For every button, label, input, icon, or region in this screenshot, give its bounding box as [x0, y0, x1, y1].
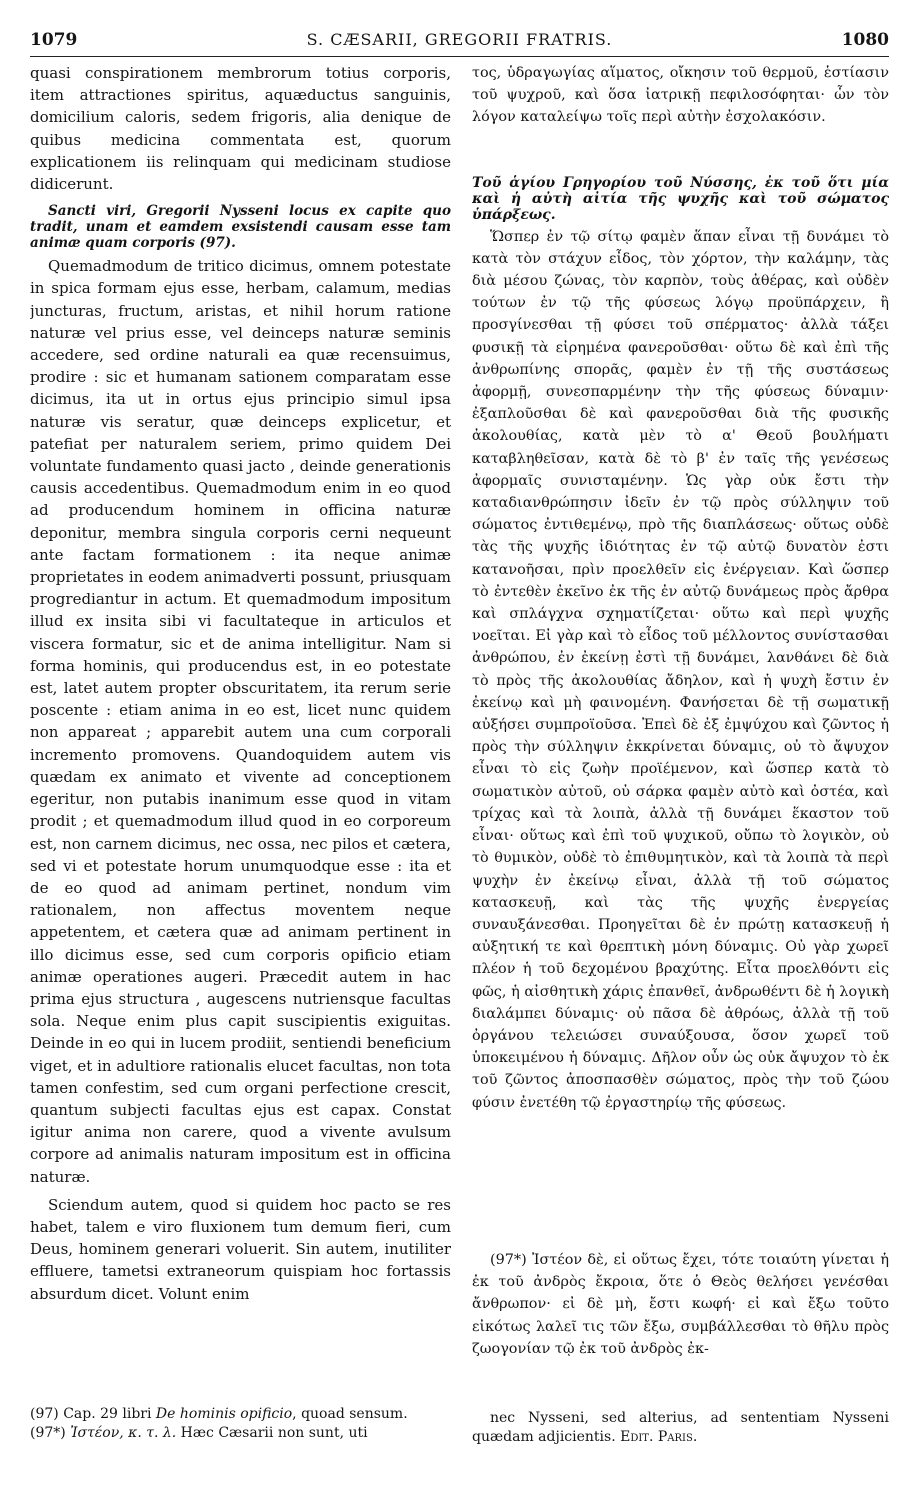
greek-footnote	[472, 1409, 889, 1447]
greek-paragraph-3: (97*) Ἰστέον δὲ, εἰ οὕτως ἔχει, τότε τοιαύτη γίνεται ἡ ἐκ τοῦ ἀνδρὸς ἔκροια, ὅτε ὁ Θεὸς θελήσει γενέσθαι ἄνθρωπον· εἰ δὲ μὴ, ἔστι κωφή· εἰ καὶ ἔξω τοῦτο εἰκότως λαλεῖ τις τῶν ἔξω, συμβάλλεσθαι τὸ θῆλυ πρὸς ζωογονίαν τῷ ἐκ τοῦ ἀνδρὸς ἐκ-	[472, 1252, 889, 1357]
running-title: S. CÆSARII, GREGORII FRATRIS.	[306, 30, 613, 49]
greek-paragraph-1: τος, ὑδραγωγίας αἵματος, οἴκησιν τοῦ θερμοῦ, ἑστίασιν τοῦ ψυχροῦ, καὶ ὅσα ἰατρικῇ πεφιλοσόφηται· ὧν τὸν λόγον καταλείψω τοῖς περὶ αὐτὴν ἐσχολακόσιν.	[472, 65, 889, 126]
latin-column	[30, 62, 451, 1392]
footnote-continuation: nec Nysseni, sed alterius, ad sententiam Nysseni quædam adjicientis. Edit. Paris.	[472, 1410, 889, 1445]
greek-section-heading: Τοῦ ἁγίου Γρηγορίου τοῦ Νύσσης, ἐκ τοῦ ὅτι μία καὶ ἡ αὐτὴ αἰτία τῆς ψυχῆς καὶ τοῦ σώματος ὑπάρξεως.	[472, 174, 889, 223]
footnote-97: (97) Cap. 29 libri De hominis opificio, quoad sensum.	[30, 1406, 408, 1422]
footnote-97-star: (97*) Ἰστέον, κ. τ. λ. Hæc Cæsarii non sunt, uti	[30, 1425, 368, 1441]
greek-column	[472, 62, 889, 1242]
right-page-number: 1080	[841, 30, 889, 50]
latin-section-heading: Sancti viri, Gregorii Nysseni locus ex capite quo tradit, unam et eamdem exsistendi causam esse tam animæ quam corporis (97).	[30, 203, 451, 252]
latin-footnotes	[30, 1405, 451, 1443]
greek-note-block	[472, 1249, 889, 1360]
latin-paragraph-3: Sciendum autem, quod si quidem hoc pacto se res habet, talem e viro fluxionem tum demum fieri, cum Deus, hominem generari voluerit. Sin autem, inutiliter effluere, tametsi extraneorum quispiam hoc fortassis absurdum dicet. Volunt enim	[30, 1195, 451, 1303]
latin-paragraph-1: quasi conspirationem membrorum totius corporis, item attractiones spiritus, aquæductus sanguinis, domicilium caloris, sedem frigoris, alia denique de quibus medicina commentata est, quorum explicationem iis relinquam qui medicinam studiose didicerunt.	[30, 64, 451, 194]
latin-paragraph-2: Quemadmodum de tritico dicimus, omnem potestate in spica formam ejus esse, herbam, calamum, medias juncturas, fructum, aristas, et nihil horum ratione naturæ vel prius esse, vel deinceps naturæ seminis accedere, sed ordine naturali ea quæ recensuimus, prodire : sic et humanam sationem comparatam esse dicimus, ita ut in ortus ejus principio simul ipsa naturæ vis seratur, quæ deinceps explicetur, et patefiat per naturalem seriem, primo quidem Dei voluntate fundamento quasi jacto , deinde generationis causis accedentibus. Quemadmodum enim in eo quod ad producendum hominem in officina naturæ deponitur, membra singula corporis cerni nequeunt ante factam formationem : ita neque animæ proprietates in eodem animadverti possunt, priusquam progrediantur in actum. Et quemadmodum impositum illud ex insita sibi vi facultateque in articulos et viscera formatur, sic et de anima intelligitur. Nam si forma hominis, qui producendus est, in eo potestate est, latet autem propter obscuritatem, ita rerum serie poscente : etiam anima in eo est, licet nunc quidem non appareat ; apparebit autem una cum corporali incremento promovens. Quandoquidem autem vis quædam ex animato et vivente ad conceptionem egeritur, non putabis inanimum esse quod in vitam prodit ; et quemadmodum illud quod in eo corporeum est, non carnem dicimus, nec ossa, nec pilos et cætera, sed vi et potestate horum unumquodque esse : ita et de eo quod ad animam pertinet, nondum vim rationalem, non affectus moventem neque appetentem, et cætera quæ ad animam pertinent in illo dicimus esse, sed cum corporis opificio etiam animæ operationes augeri. Præcedit autem in hac prima ejus structura , augescens nutriensque facultas sola. Neque enim plus capit suscipientis exiguitas. Deinde in eo qui in lucem prodiit, sentiendi beneficium viget, et in adultiore rationalis elucet facultas, non tota tamen confestim, sed cum organi perfectione crescit, quantum subjecti facultas ejus est capax. Constat igitur anima non carere, quod a vivente avulsum corpore ad animalis naturam impositum est in officina naturæ.	[30, 257, 451, 1186]
running-header	[30, 30, 889, 57]
greek-paragraph-2: Ὥσπερ ἐν τῷ σίτῳ φαμὲν ἅπαν εἶναι τῇ δυνάμει τὸ κατὰ τὸν στάχυν εἶδος, τὸν χόρτον, τὴν καλάμην, τὰς διὰ μέσου ζώνας, τὸν καρπὸν, τοὺς ἀθέρας, καὶ οὐδὲν τούτων ἐν τῷ τῆς φύσεως λόγῳ προϋπάρχειν, ἢ προσγίνεσθαι τῇ φύσει τοῦ σπέρματος· ἀλλὰ τάξει φυσικῇ τὰ εἰρημένα φανεροῦσθαι· οὕτω δὲ καὶ ἐπὶ τῆς ἀνθρωπίνης σπορᾶς, φαμὲν ἐν τῇ τῆς συστάσεως ἀφορμῇ, συνεσπαρμένην τὴν τῆς φύσεως δύναμιν· ἐξαπλοῦσθαι δὲ καὶ φανεροῦσθαι διὰ τῆς φυσικῆς ἀκολουθίας, κατὰ μὲν τὸ α' Θεοῦ βουλήματι καταβληθεῖσαν, κατὰ δὲ τὸ β' ἐν ταῖς τῆς γενέσεως ἀφορμαῖς συνισταμένην. Ὡς γὰρ οὐκ ἔστι τὴν καταδιανθρώπησιν ἰδεῖν ἐν τῷ πρὸς σύλληψιν τοῦ σώματος ἐντιθεμένῳ, πρὸ τῆς διαπλάσεως· οὕτως οὐδὲ τὰς τῆς ψυχῆς ἰδιότητας ἐν τῷ αὐτῷ δυνατὸν ἐστι κατανοῆσαι, πρὶν προελθεῖν εἰς ἐνέργειαν. Καὶ ὥσπερ τὸ ἐντεθὲν ἐκεῖνο ἐκ τῆς ἐν αὐτῷ δυνάμεως πρὸς ἄρθρα καὶ σπλάγχνα σχηματίζεται· οὕτω καὶ περὶ ψυχῆς νοεῖται. Εἰ γὰρ καὶ τὸ εἶδος τοῦ μέλλοντος συνίστασθαι ἀνθρώπου, ἐν ἐκείνῃ ἐστὶ τῇ δυνάμει, λανθάνει δὲ διὰ τὸ πρὸς τῆς ἀκολουθίας ἄδηλον, καὶ ἡ ψυχὴ ἔστιν ἐν ἐκείνῳ καὶ μὴ φαινομένη. Φανήσεται δὲ τῇ σωματικῇ αὐξήσει συμπροϊοῦσα. Ἐπεὶ δὲ ἐξ ἐμψύχου καὶ ζῶντος ἡ πρὸς τὴν σύλληψιν ἐκκρίνεται δύναμις, οὐ τὸ ἄψυχον εἶναι τὸ εἰς ζωὴν προϊέμενον, καὶ ὥσπερ κατὰ τὸ σωματικὸν αὐτοῦ, οὐ σάρκα φαμὲν αὐτὸ καὶ ὀστέα, καὶ τρίχας καὶ τὰ λοιπὰ, ἀλλὰ τῇ δυνάμει ἕκαστον τοῦ εἶναι· οὕτως καὶ ἐπὶ τοῦ ψυχικοῦ, οὔπω τὸ λογικὸν, οὐ τὸ θυμικὸν, οὐδὲ τὸ ἐπιθυμητικὸν, καὶ τὰ λοιπὰ τὰ περὶ ψυχὴν ἐν ἐκείνῳ εἶναι, ἀλλὰ τῇ τοῦ σώματος κατασκευῇ, καὶ τὰς τῆς ψυχῆς ἐνεργείας συναυξάνεσθαι. Προηγεῖται δὲ ἐν πρώτῃ κατασκευῇ ἡ αὐξητική τε καὶ θρεπτικὴ μόνη δύναμις. Οὐ γὰρ χωρεῖ πλέον ἡ τοῦ δεχομένου βραχύτης. Εἶτα προελθόντι εἰς φῶς, ἡ αἰσθητικὴ χάρις ἐπανθεῖ, ἀνδρωθέντι δὲ ἡ λογικὴ διαλάμπει δύναμις· οὐ πᾶσα δὲ ἀθρόως, ἀλλὰ τῇ τοῦ ὀργάνου τελειώσει συναύξουσα, ὅσον χωρεῖ τοῦ ὑποκειμένου ἡ δύναμις. Δῆλον οὖν ὡς οὐκ ἄψυχον τὸ ἐκ τοῦ ζῶντος ἀποσπασθὲν σώματος, πρὸς τὴν τοῦ ζώου φύσιν ἐνετέθη τῷ ἐργαστηρίῳ τῆς φύσεως.	[472, 228, 889, 1111]
edition-credit: Edit. Paris.	[620, 1429, 698, 1445]
left-page-number: 1079	[30, 30, 78, 50]
